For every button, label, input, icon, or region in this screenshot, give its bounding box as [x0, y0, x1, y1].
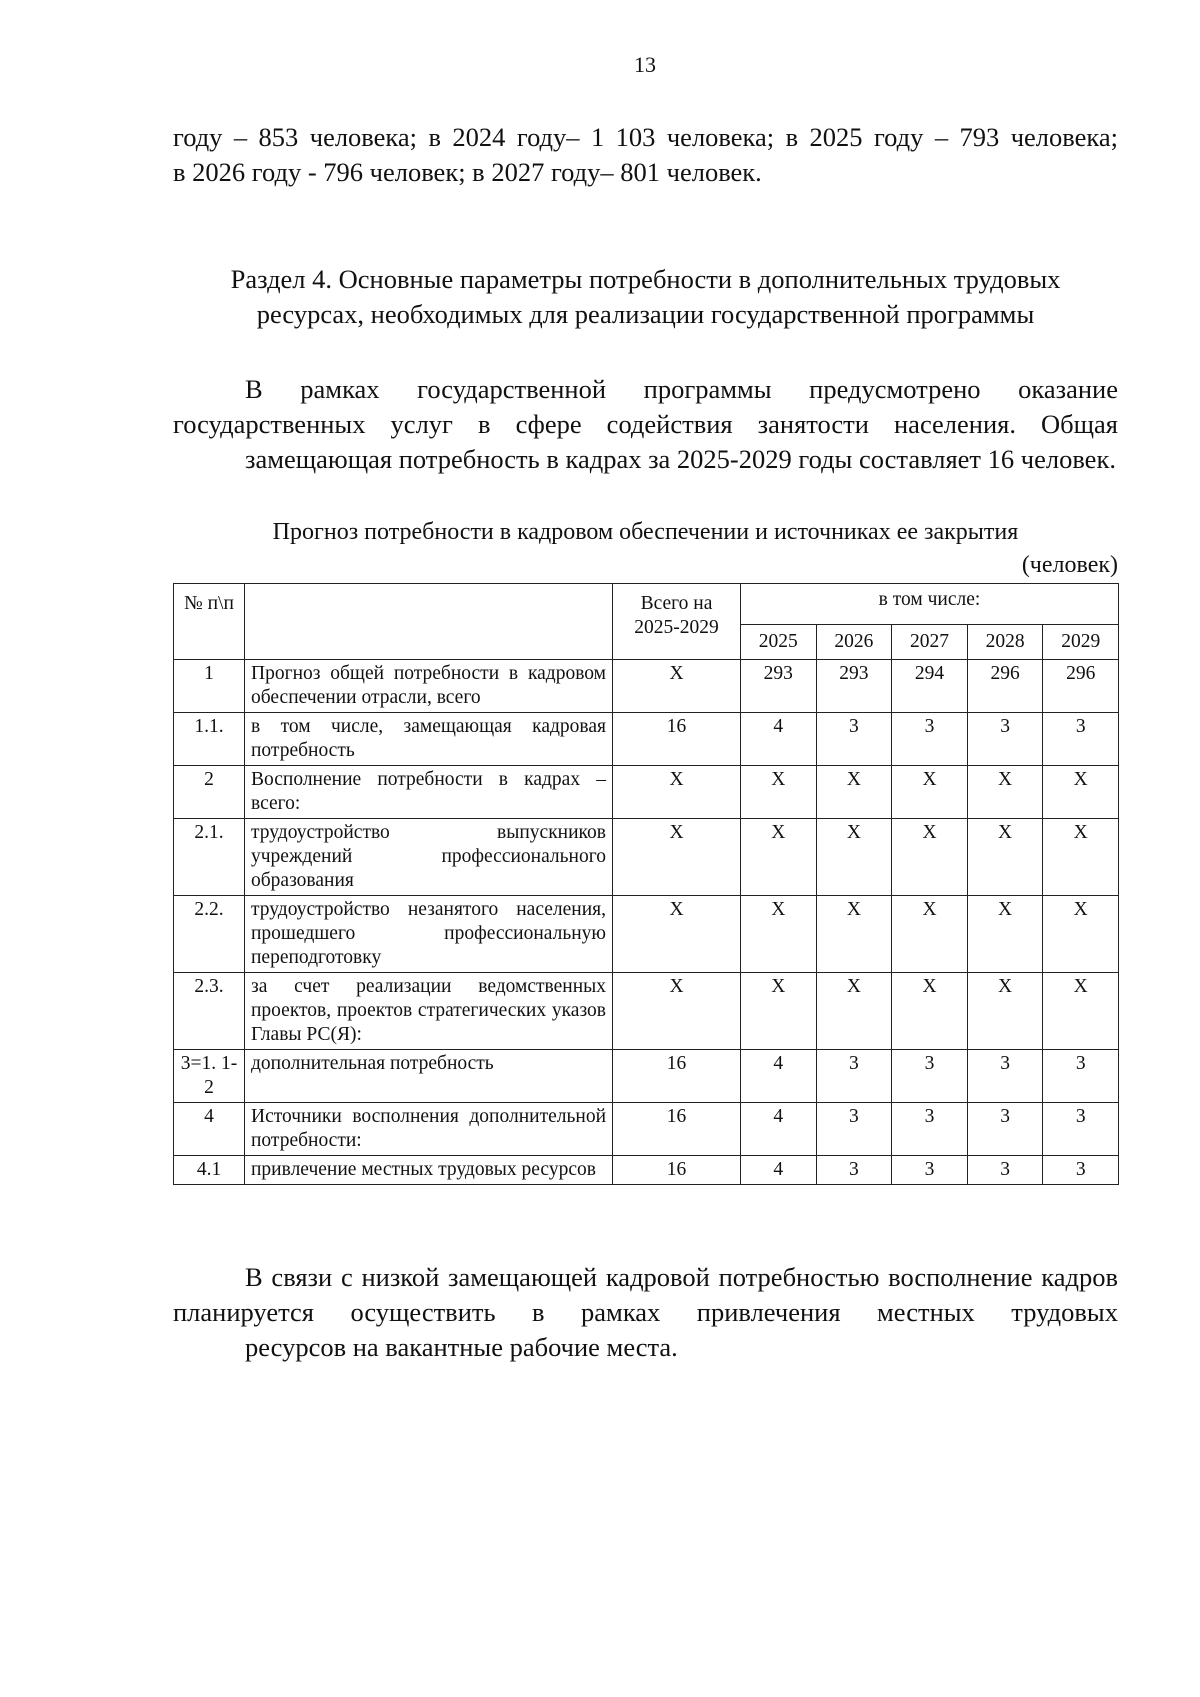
table-row: [174, 713, 1119, 766]
conclusion-paragraph: [173, 1260, 1118, 1365]
staffing-need-line-2: государственных услуг в сфере содействия занятости населения. Общая: [173, 409, 1118, 439]
row-value-2028: Х: [967, 973, 1043, 1050]
table-row: [174, 819, 1119, 896]
row-value-2028: Х: [967, 766, 1043, 819]
row-name: трудоустройство выпускников учреждений профессионального образования: [245, 819, 613, 896]
section-heading-line-2: ресурсах, необходимых для реализации государственной программы: [256, 299, 1035, 329]
staffing-need-paragraph: [173, 372, 1118, 477]
row-value-2025: 4: [741, 1050, 817, 1103]
header-total: Всего на 2025-2029: [613, 584, 741, 660]
row-total: 16: [613, 1103, 741, 1156]
row-value-2028: 3: [967, 1156, 1043, 1185]
section-heading: [173, 262, 1118, 332]
row-value-2028: 3: [967, 1103, 1043, 1156]
row-total: Х: [613, 660, 741, 713]
row-number: 2.2.: [174, 896, 245, 973]
row-value-2029: Х: [1043, 819, 1119, 896]
intro-line-2: в 2026 году - 796 человек; в 2027 году– 801 человек.: [173, 157, 762, 187]
table-units: (человек): [1021, 552, 1118, 578]
row-total: 16: [613, 1050, 741, 1103]
staffing-need-line-1: В рамках государственной программы предусмотрено оказание: [245, 374, 1118, 404]
row-value-2028: Х: [967, 819, 1043, 896]
header-year-2026: 2026: [816, 625, 892, 660]
row-value-2029: Х: [1043, 766, 1119, 819]
row-value-2029: Х: [1043, 973, 1119, 1050]
staffing-need-line-3: замещающая потребность в кадрах за 2025-2029 годы составляет 16 человек.: [245, 444, 1116, 474]
row-value-2027: 3: [892, 713, 968, 766]
conclusion-line-3: ресурсов на вакантные рабочие места.: [245, 1332, 678, 1362]
row-value-2028: 296: [967, 660, 1043, 713]
row-total: Х: [613, 819, 741, 896]
row-value-2025: 293: [741, 660, 817, 713]
row-name: привлечение местных трудовых ресурсов: [245, 1156, 613, 1185]
row-total: Х: [613, 896, 741, 973]
row-value-2026: Х: [816, 766, 892, 819]
intro-paragraph: [173, 120, 1118, 190]
staffing-forecast-table: [173, 583, 1119, 1185]
row-number: 2.3.: [174, 973, 245, 1050]
row-name: дополнительная потребность: [245, 1050, 613, 1103]
row-value-2027: 3: [892, 1103, 968, 1156]
table-row: [174, 1050, 1119, 1103]
row-name: трудоустройство незанятого населения, прошедшего профессиональную переподготовку: [245, 896, 613, 973]
row-value-2028: Х: [967, 896, 1043, 973]
row-value-2027: Х: [892, 819, 968, 896]
row-name: Прогноз общей потребности в кадровом обеспечении отрасли, всего: [245, 660, 613, 713]
row-total: 16: [613, 713, 741, 766]
row-name: в том числе, замещающая кадровая потребность: [245, 713, 613, 766]
row-value-2026: 3: [816, 1103, 892, 1156]
intro-line-1: году – 853 человека; в 2024 году– 1 103 человека; в 2025 году – 793 человека;: [173, 122, 1118, 152]
row-value-2027: 3: [892, 1050, 968, 1103]
row-value-2026: 3: [816, 1050, 892, 1103]
row-value-2029: 296: [1043, 660, 1119, 713]
row-total: Х: [613, 973, 741, 1050]
row-value-2027: Х: [892, 896, 968, 973]
row-value-2026: Х: [816, 973, 892, 1050]
row-value-2025: Х: [741, 973, 817, 1050]
table-row: [174, 973, 1119, 1050]
table-row: [174, 1156, 1119, 1185]
row-value-2026: 3: [816, 1156, 892, 1185]
row-value-2027: Х: [892, 973, 968, 1050]
row-number: 4.1: [174, 1156, 245, 1185]
table-row: [174, 766, 1119, 819]
table-caption: Прогноз потребности в кадровом обеспечении и источниках ее закрытия: [272, 519, 1019, 545]
header-year-2028: 2028: [967, 625, 1043, 660]
row-value-2029: 3: [1043, 1156, 1119, 1185]
table-row: [174, 660, 1119, 713]
row-total: Х: [613, 766, 741, 819]
conclusion-line-1: В связи с низкой замещающей кадровой потребностью восполнение: [245, 1262, 1033, 1292]
row-value-2028: 3: [967, 713, 1043, 766]
header-including: в том числе:: [741, 584, 1119, 625]
row-value-2027: 294: [892, 660, 968, 713]
header-year-2027: 2027: [892, 625, 968, 660]
row-name: Восполнение потребности в кадрах – всего:: [245, 766, 613, 819]
row-value-2025: 4: [741, 1103, 817, 1156]
row-name: за счет реализации ведомственных проектов, проектов стратегических указов Главы РС(Я):: [245, 973, 613, 1050]
row-number: 2.1.: [174, 819, 245, 896]
row-value-2029: Х: [1043, 896, 1119, 973]
row-value-2026: Х: [816, 819, 892, 896]
header-number: № п\п: [174, 584, 245, 660]
row-value-2025: 4: [741, 713, 817, 766]
row-number: 1.1.: [174, 713, 245, 766]
row-value-2026: Х: [816, 896, 892, 973]
row-value-2025: Х: [741, 896, 817, 973]
row-value-2027: 3: [892, 1156, 968, 1185]
page-number: 13: [634, 52, 656, 77]
header-year-2029: 2029: [1043, 625, 1119, 660]
row-number: 3=1. 1-2: [174, 1050, 245, 1103]
row-value-2028: 3: [967, 1050, 1043, 1103]
header-name: [245, 584, 613, 660]
row-value-2026: 3: [816, 713, 892, 766]
header-year-2025: 2025: [741, 625, 817, 660]
section-heading-line-1: Раздел 4. Основные параметры потребности в дополнительных трудовых: [230, 264, 1061, 294]
row-value-2029: 3: [1043, 1050, 1119, 1103]
row-number: 1: [174, 660, 245, 713]
row-number: 2: [174, 766, 245, 819]
row-value-2027: Х: [892, 766, 968, 819]
row-value-2029: 3: [1043, 713, 1119, 766]
row-value-2026: 293: [816, 660, 892, 713]
row-value-2025: Х: [741, 819, 817, 896]
row-value-2029: 3: [1043, 1103, 1119, 1156]
table-row: [174, 1103, 1119, 1156]
conclusion-line-2: кадров планируется осуществить в рамках привлечения местных трудовых: [173, 1262, 1119, 1327]
row-value-2025: 4: [741, 1156, 817, 1185]
row-name: Источники восполнения дополнительной потребности:: [245, 1103, 613, 1156]
table-row: [174, 896, 1119, 973]
row-value-2025: Х: [741, 766, 817, 819]
row-number: 4: [174, 1103, 245, 1156]
row-total: 16: [613, 1156, 741, 1185]
